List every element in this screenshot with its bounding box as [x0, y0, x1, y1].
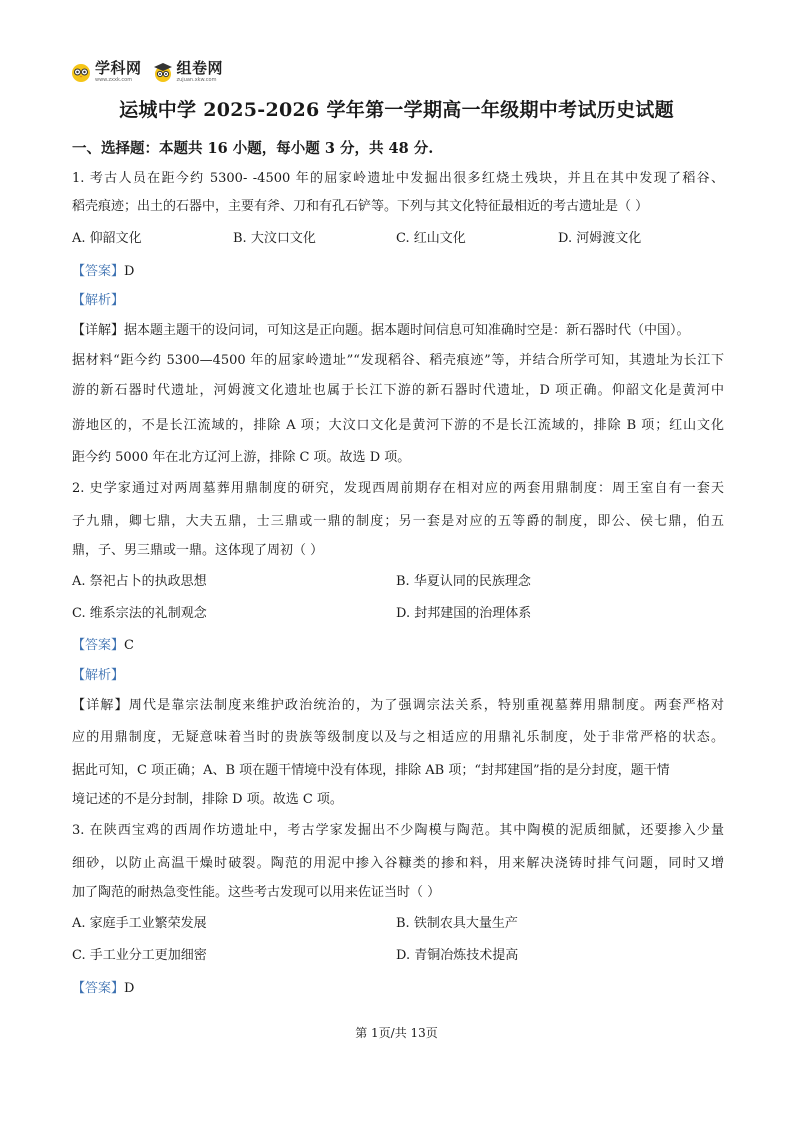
q1-detail	[72, 322, 690, 340]
question-2-text: 鼎，子、男三鼎或一鼎。这体现了周初（ ）	[72, 543, 324, 558]
section-heading: 一、选择题：本题共 16 小题，每小题 3 分，共 48 分.	[72, 140, 434, 157]
q1-detail-line: 距今约 5000 年在北方辽河上游，排除 C 项。故选 D 项。	[72, 450, 411, 465]
question-3-text: 细砂，以防止高温干燥时破裂。陶范的用泥中掺入谷糠类的掺和料，用来解决浇铸时排气问题，同时又增	[72, 856, 724, 871]
q2-option-d: D. 封邦建国的治理体系	[396, 606, 532, 621]
question-1-text: 稻壳痕迹；出土的石器中，主要有斧、刀和有孔石铲等。下列与其文化特征最相近的考古遗址是（ ）	[72, 199, 649, 214]
graduate-owl-icon	[152, 61, 174, 83]
detail-text: 周代是靠宗法制度来维护政治统治的，为了强调宗法关系，特别重视墓葬用鼎制度。两套严格对	[128, 698, 724, 713]
q1-analysis-tag	[72, 292, 124, 310]
q1-option-b: B. 大汶口文化	[233, 231, 316, 246]
answer-tag: 【答案】	[72, 981, 125, 996]
q1-detail-line: 据材料“距今约 5300—4500 年的屈家岭遗址”“发现稻谷、稻壳痕迹”等，并结合所学可知，其遗址为长江下	[72, 353, 724, 368]
detail-tag: 【详解】	[72, 698, 129, 713]
detail-text: 据本题主题干的设问词，可知这是正向题。据本题时间信息可知准确时空是：新石器时代（中国）。	[124, 323, 690, 338]
q2-analysis-tag	[72, 667, 124, 685]
question-3-text: 3. 在陕西宝鸡的西周作坊遗址中，考古学家发掘出不少陶模与陶范。其中陶模的泥质细腻，还要掺入少量	[72, 823, 724, 838]
q3-answer	[72, 980, 134, 998]
q1-detail-line: 游的新石器时代遗址，河姆渡文化遗址也属于长江下游的新石器时代遗址，D 项正确。仰韶文化是黄河中	[72, 383, 724, 398]
answer-value: C	[124, 638, 134, 653]
answer-tag: 【答案】	[72, 264, 125, 279]
logo-url: www.zxxk.com	[95, 77, 133, 83]
q1-option-c: C. 红山文化	[396, 231, 466, 246]
q2-option-c: C. 维系宗法的礼制观念	[72, 606, 207, 621]
logo-url: zujuan.xkw.com	[176, 77, 217, 83]
answer-value: D	[124, 981, 135, 996]
q2-detail-line: 应的用鼎制度，无疑意味着当时的贵族等级制度以及与之相适应的用鼎礼乐制度，处于非常严格的状态。	[72, 730, 724, 745]
q3-option-d: D. 青铜冶炼技术提高	[396, 948, 519, 963]
owl-icon	[70, 61, 92, 83]
header-logos	[70, 58, 223, 86]
q3-option-c: C. 手工业分工更加细密	[72, 948, 207, 963]
detail-tag: 【详解】	[72, 323, 125, 338]
q1-option-a: A. 仰韶文化	[72, 231, 142, 246]
question-1-text: 1. 考古人员在距今约 5300- -4500 年的屈家岭遗址中发掘出很多红烧土残块，并且在其中发现了稻谷、	[72, 171, 724, 186]
q2-detail-line: 境记述的不是分封制，排除 D 项。故选 C 项。	[72, 792, 343, 807]
q2-answer	[72, 637, 134, 655]
q1-option-d: D. 河姆渡文化	[558, 231, 642, 246]
page-number: 第 1页/共 13页	[355, 1026, 438, 1040]
q2-detail	[72, 697, 724, 715]
xuekewang-logo	[70, 61, 142, 83]
q2-detail-line: 据此可知，C 项正确；A、B 项在题干情境中没有体现，排除 AB 项；“封邦建国”指的是分封度，题干情	[72, 763, 670, 778]
q1-detail-line: 游地区的，不是长江流域的，排除 A 项；大汶口文化是黄河下游的不是长江流域的，排除 B 项；红山文化	[72, 418, 724, 433]
analysis-tag: 【解析】	[72, 293, 125, 308]
question-2-text: 子九鼎，卿七鼎，大夫五鼎，士三鼎或一鼎的制度；另一套是对应的五等爵的制度，即公、侯七鼎，伯五	[72, 514, 724, 529]
answer-tag: 【答案】	[72, 638, 125, 653]
logo-name: 组卷网	[176, 59, 224, 77]
q2-option-b: B. 华夏认同的民族理念	[396, 574, 531, 589]
exam-title: 运城中学 2025-2026 学年第一学期高一年级期中考试历史试题	[119, 99, 674, 121]
q3-option-b: B. 铁制农具大量生产	[396, 916, 518, 931]
question-2-text: 2. 史学家通过对两周墓葬用鼎制度的研究，发现西周前期存在相对应的两套用鼎制度：周王室自有一套天	[72, 481, 724, 496]
question-3-text: 加了陶范的耐热急变性能。这些考古发现可以用来佐证当时（ ）	[72, 885, 441, 900]
q3-option-a: A. 家庭手工业繁荣发展	[72, 916, 207, 931]
zujuanwang-logo	[152, 61, 224, 83]
q2-option-a: A. 祭祀占卜的执政思想	[72, 574, 207, 589]
q1-answer	[72, 263, 134, 281]
logo-name: 学科网	[95, 59, 142, 77]
answer-value: D	[124, 264, 135, 279]
analysis-tag: 【解析】	[72, 668, 125, 683]
